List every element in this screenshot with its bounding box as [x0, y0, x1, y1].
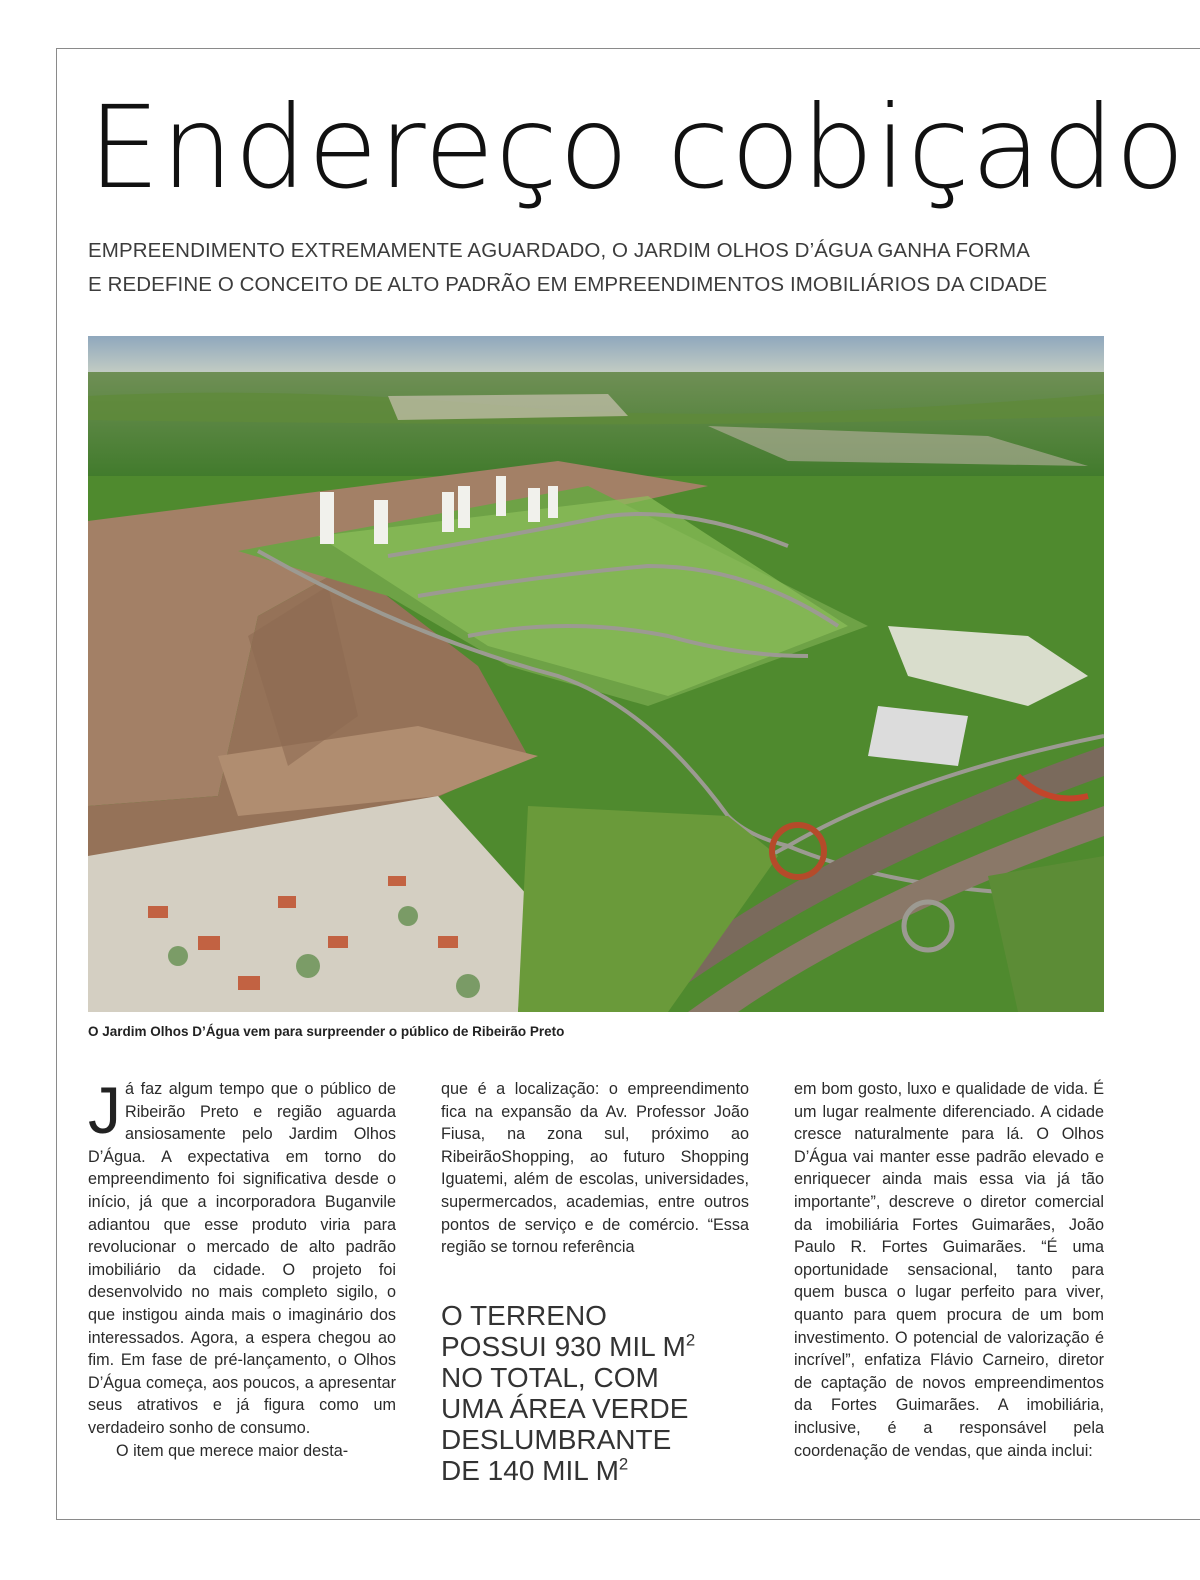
pullquote-line-2: POSSUI 930 MIL $M^2$ — [441, 1330, 696, 1362]
col2-para-1: que é a localização: o empreendimento fica na expansão da Av. Professor João Fiusa, na zona sul, próximo ao RibeirãoShopping, ao futuro Shopping Iguatemi, além de escolas, universidades, supermercados, academias, entre outros pontos de serviço e de comércio. “Essa região se tornou referência — [441, 1080, 749, 1257]
col1-para-2: O item que merece maior desta- — [116, 1441, 349, 1460]
aerial-photo — [88, 336, 1104, 1012]
col3-para-1: em bom gosto, luxo e qualidade de vida. É um lugar realmente diferenciado. A cidade cresce naturalmente para lá. O Olhos D’Água vai manter esse padrão elevado e enriquecer ainda mais essa via já tão importante”, descreve o diretor comercial da imobiliária Fortes Guimarães, João Paulo R. Fortes Guimarães. “É uma oportunidade sensacional, tanto para quem busca o lugar perfeito para viver, quanto para quem procura de um bom investimento. O potencial de valorização é incrível”, enfatiza Flávio Carneiro, diretor de captação de novos empreendimentos da Fortes Guimarães. A imobiliária, inclusive, é a responsável pela coordenação de vendas, que ainda inclui: — [794, 1080, 1104, 1460]
body-column-3 — [794, 1078, 1104, 1462]
pullquote-line-3: NO TOTAL, COM — [441, 1362, 659, 1393]
body-column-1 — [88, 1073, 396, 1462]
pullquote-line-5: DESLUMBRANTE — [441, 1424, 672, 1455]
superscript-2: 2 — [685, 1330, 696, 1350]
subtitle-line-2: E REDEFINE O CONCEITO DE ALTO PADRÃO EM EMPREENDIMENTOS IMOBILIÁRIOS DA CIDADE — [88, 273, 1048, 296]
aerial-landscape-illustration — [88, 336, 1104, 1012]
subtitle-line-1: EMPREENDIMENTO EXTREMAMENTE AGUARDADO, O JARDIM OLHOS D’ÁGUA GANHA FORMA — [88, 239, 1030, 262]
pull-quote — [441, 1300, 761, 1486]
article-title: Endereço cobiçado — [88, 81, 1187, 214]
pullquote-line-1: O TERRENO — [441, 1300, 607, 1331]
article-subtitle — [88, 234, 1108, 302]
pullquote-line-6: DE 140 MIL $M^2$ — [441, 1454, 629, 1486]
photo-caption: O Jardim Olhos D’Água vem para surpreender o público de Ribeirão Preto — [88, 1024, 565, 1039]
col1-para-1-text: á faz algum tempo que o público de Ribeirão Preto e região aguarda ansiosamente pelo Jardim Olhos D’Água. A expectativa em torno do empreendimento foi significativa desde o início, já que a incorporadora Buganvile adiantou que esse produto viria para revolucionar o mercado de alto padrão imobiliário da cidade. O projeto foi desenvolvido no mais completo sigilo, o que instigou ainda mais o imaginário dos interessados. Agora, a espera chegou ao fim. Em fase de pré-lançamento, o Olhos D’Água começa, aos poucos, a apresentar seus atrativos e já figura como um verdadeiro sonho de consumo. — [88, 1080, 396, 1437]
pullquote-line-4: UMA ÁREA VERDE — [441, 1393, 689, 1424]
col1-para-1 — [88, 1073, 396, 1440]
superscript-2-b: 2 — [618, 1454, 629, 1474]
body-column-2 — [441, 1078, 749, 1259]
dropcap-letter: J — [88, 1073, 121, 1147]
